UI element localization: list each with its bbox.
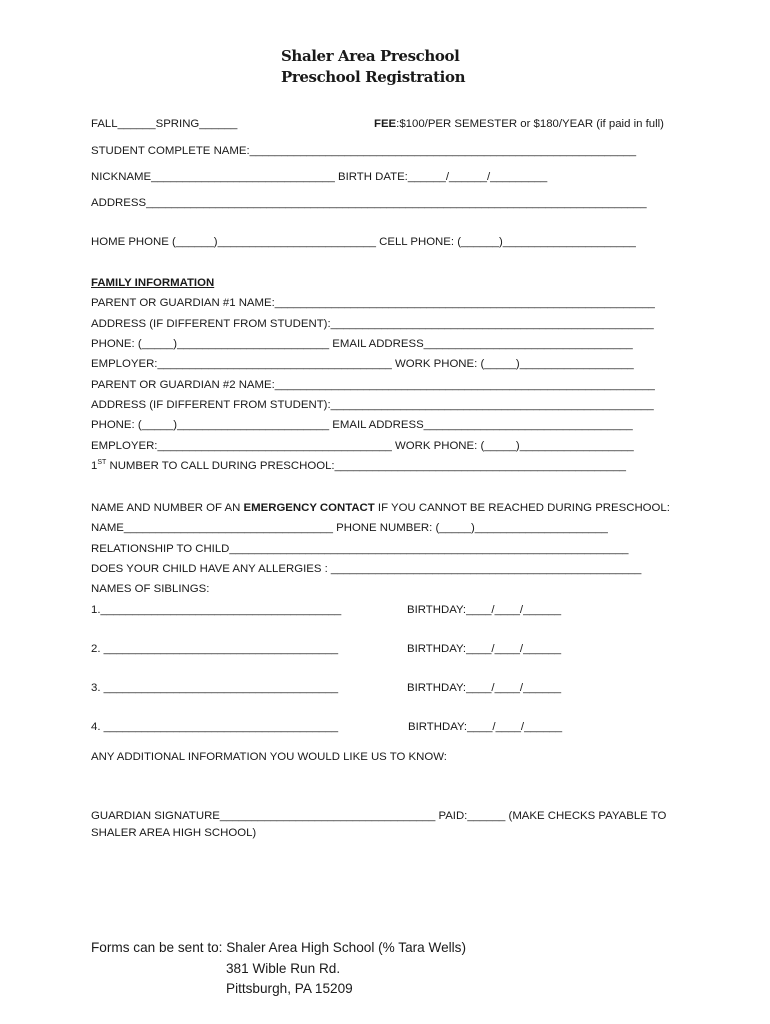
school-title: Shaler Area Preschool bbox=[281, 47, 460, 65]
guardian2-name-field[interactable]: PARENT OR GUARDIAN #2 NAME:____________________________________________________________ bbox=[91, 379, 655, 391]
sibling-birthday-field[interactable]: BIRTHDAY:____/____/______ bbox=[407, 682, 562, 694]
emergency-intro-post: IF YOU CANNOT BE REACHED DURING PRESCHOOL: bbox=[374, 502, 670, 514]
phone-fields[interactable]: HOME PHONE (______)_________________________ CELL PHONE: (______)_____________________ bbox=[91, 236, 636, 248]
relationship-field[interactable]: RELATIONSHIP TO CHILD_______________________________________________________________ bbox=[91, 543, 629, 555]
footer-send-to: Forms can be sent to: Shaler Area High School (% Tara Wells) bbox=[91, 940, 467, 955]
nickname-birthdate-field[interactable]: NICKNAME_____________________________ BIRTH DATE:______/______/_________ bbox=[91, 171, 548, 183]
first-number-prefix: 1 bbox=[91, 460, 98, 472]
student-name-field[interactable]: STUDENT COMPLETE NAME:_____________________________________________________________ bbox=[91, 145, 637, 157]
guardian1-address-field[interactable]: ADDRESS (IF DIFFERENT FROM STUDENT):___________________________________________________ bbox=[91, 318, 654, 330]
sibling-name-field[interactable]: 3. _____________________________________ bbox=[91, 682, 339, 694]
form-title: Preschool Registration bbox=[281, 68, 466, 86]
fee-info bbox=[374, 117, 664, 131]
guardian-signature-field[interactable]: GUARDIAN SIGNATURE__________________________________ PAID:______ (MAKE CHECKS PAYABLE TO bbox=[91, 810, 667, 822]
footer-city: Pittsburgh, PA 15209 bbox=[226, 981, 353, 996]
emergency-contact-label: EMERGENCY CONTACT bbox=[243, 502, 375, 514]
sibling-birthday-field[interactable]: BIRTHDAY:____/____/______ bbox=[408, 721, 563, 733]
fall-spring-field[interactable]: FALL______SPRING______ bbox=[91, 118, 238, 130]
siblings-heading: NAMES OF SIBLINGS: bbox=[91, 583, 210, 595]
footer-street: 381 Wible Run Rd. bbox=[226, 961, 341, 976]
guardian1-phone-email-field[interactable]: PHONE: (_____)________________________ EMAIL ADDRESS_________________________________ bbox=[91, 338, 633, 350]
first-number-sup: ST bbox=[97, 459, 107, 466]
first-number-rest: NUMBER TO CALL DURING PRESCHOOL:______________________________________________ bbox=[106, 460, 626, 472]
guardian2-phone-email-field[interactable]: PHONE: (_____)________________________ EMAIL ADDRESS_________________________________ bbox=[91, 419, 633, 431]
guardian2-employer-field[interactable]: EMPLOYER:_____________________________________ WORK PHONE: (_____)__________________ bbox=[91, 440, 634, 452]
guardian1-name-field[interactable]: PARENT OR GUARDIAN #1 NAME:____________________________________________________________ bbox=[91, 297, 655, 309]
allergies-field[interactable]: DOES YOUR CHILD HAVE ANY ALLERGIES : _________________________________________________ bbox=[91, 563, 642, 575]
emergency-intro-pre: NAME AND NUMBER OF AN bbox=[91, 502, 244, 514]
sibling-birthday-field[interactable]: BIRTHDAY:____/____/______ bbox=[407, 604, 562, 616]
emergency-intro bbox=[91, 501, 670, 515]
sibling-name-field[interactable]: 1.______________________________________ bbox=[91, 604, 342, 616]
sibling-name-field[interactable]: 4. _____________________________________ bbox=[91, 721, 339, 733]
checks-payable-note: SHALER AREA HIGH SCHOOL) bbox=[91, 827, 257, 839]
address-field[interactable]: ADDRESS_______________________________________________________________________________ bbox=[91, 197, 647, 209]
guardian2-address-field[interactable]: ADDRESS (IF DIFFERENT FROM STUDENT):___________________________________________________ bbox=[91, 399, 654, 411]
additional-info-field[interactable]: ANY ADDITIONAL INFORMATION YOU WOULD LIKE US TO KNOW: bbox=[91, 751, 447, 763]
fee-text: :$100/PER SEMESTER or $180/YEAR (if paid in full) bbox=[396, 118, 664, 130]
first-number-field[interactable] bbox=[91, 459, 626, 473]
guardian1-employer-field[interactable]: EMPLOYER:_____________________________________ WORK PHONE: (_____)__________________ bbox=[91, 358, 634, 370]
family-info-heading: FAMILY INFORMATION bbox=[91, 277, 215, 289]
sibling-name-field[interactable]: 2. _____________________________________ bbox=[91, 643, 339, 655]
fee-label: FEE bbox=[374, 118, 397, 130]
emergency-name-phone-field[interactable]: NAME_________________________________ PHONE NUMBER: (_____)_____________________ bbox=[91, 522, 608, 534]
sibling-birthday-field[interactable]: BIRTHDAY:____/____/______ bbox=[407, 643, 562, 655]
